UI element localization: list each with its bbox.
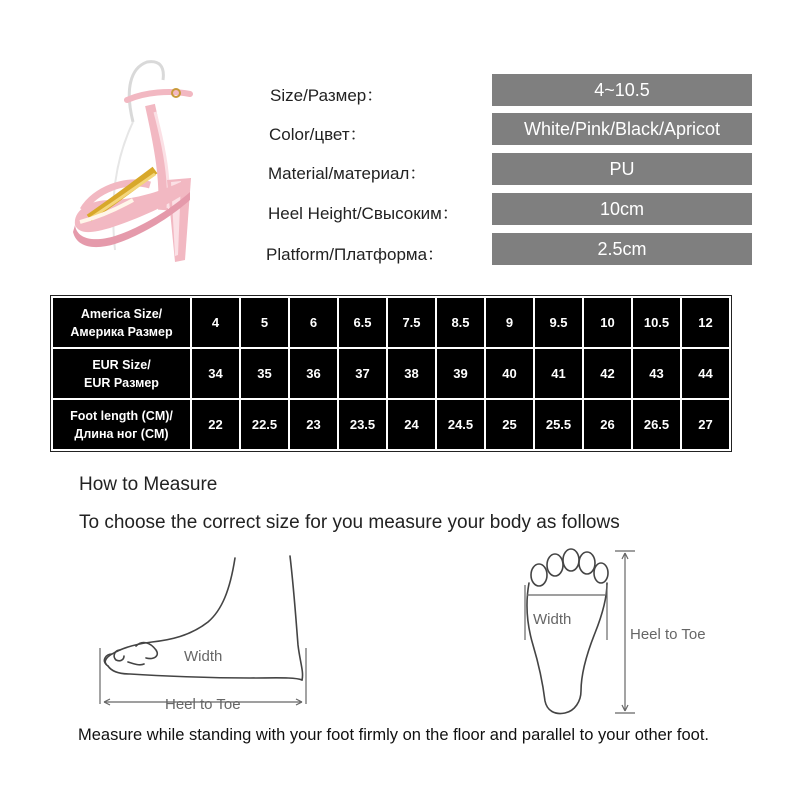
spec-value-platform: 2.5cm <box>492 233 752 265</box>
table-cell: 44 <box>682 349 729 398</box>
side-length-label: Heel to Toe <box>165 696 241 713</box>
table-cell: 9.5 <box>535 298 582 347</box>
table-cell: 38 <box>388 349 435 398</box>
sole-foot-diagram <box>515 545 755 720</box>
table-cell: 6.5 <box>339 298 386 347</box>
row-header-line: Америка Размер <box>70 324 173 339</box>
row-header-line: EUR Size/ <box>92 357 151 372</box>
table-cell: 26 <box>584 400 631 449</box>
table-cell: 4 <box>192 298 239 347</box>
product-image <box>55 50 245 290</box>
row-header-america-size <box>53 298 190 347</box>
sole-length-label: Heel to Toe <box>630 626 706 643</box>
side-foot-diagram <box>90 550 330 720</box>
row-header-foot-length <box>53 400 190 449</box>
table-cell: 22 <box>192 400 239 449</box>
measure-title: How to Measure <box>79 474 218 495</box>
spec-value-color: White/Pink/Black/Apricot <box>492 113 752 145</box>
table-cell: 39 <box>437 349 484 398</box>
table-cell: 6 <box>290 298 337 347</box>
spec-value-heel-height: 10cm <box>492 193 752 225</box>
spec-label-platform: Platform/Платформа： <box>266 245 445 264</box>
table-cell: 24 <box>388 400 435 449</box>
table-cell: 23.5 <box>339 400 386 449</box>
table-cell: 10.5 <box>633 298 680 347</box>
table-cell: 8.5 <box>437 298 484 347</box>
table-row <box>53 400 729 449</box>
spec-label-size: Size/Размер： <box>270 86 384 105</box>
row-header-line: America Size/ <box>80 306 163 321</box>
table-cell: 35 <box>241 349 288 398</box>
row-header-eur-size <box>53 349 190 398</box>
measure-subtitle: To choose the correct size for you measure your body as follows <box>79 512 620 533</box>
spec-label-color: Color/цвет： <box>269 125 367 144</box>
sole-width-label: Width <box>533 611 572 628</box>
table-cell: 27 <box>682 400 729 449</box>
table-cell: 10 <box>584 298 631 347</box>
size-table <box>50 295 732 452</box>
row-header-line: Foot length (CM)/ <box>70 408 173 423</box>
table-cell: 37 <box>339 349 386 398</box>
table-cell: 36 <box>290 349 337 398</box>
spec-value-material: PU <box>492 153 752 185</box>
table-cell: 12 <box>682 298 729 347</box>
row-header-line: Длина ног (CM) <box>74 426 169 441</box>
table-cell: 26.5 <box>633 400 680 449</box>
table-cell: 41 <box>535 349 582 398</box>
table-cell: 34 <box>192 349 239 398</box>
table-cell: 43 <box>633 349 680 398</box>
table-cell: 25.5 <box>535 400 582 449</box>
table-cell: 5 <box>241 298 288 347</box>
table-cell: 42 <box>584 349 631 398</box>
measure-note: Measure while standing with your foot firmly on the floor and parallel to your other foot. <box>78 726 709 744</box>
table-row <box>53 298 729 347</box>
table-cell: 40 <box>486 349 533 398</box>
table-cell: 7.5 <box>388 298 435 347</box>
table-cell: 22.5 <box>241 400 288 449</box>
table-cell: 23 <box>290 400 337 449</box>
table-cell: 9 <box>486 298 533 347</box>
spec-label-material: Material/материал： <box>268 164 427 183</box>
table-cell: 25 <box>486 400 533 449</box>
spec-label-heel-height: Heel Height/Свысоким： <box>268 204 459 223</box>
table-row <box>53 349 729 398</box>
table-cell: 24.5 <box>437 400 484 449</box>
row-header-line: EUR Размер <box>84 375 159 390</box>
spec-value-size: 4~10.5 <box>492 74 752 106</box>
side-width-label: Width <box>184 648 223 665</box>
